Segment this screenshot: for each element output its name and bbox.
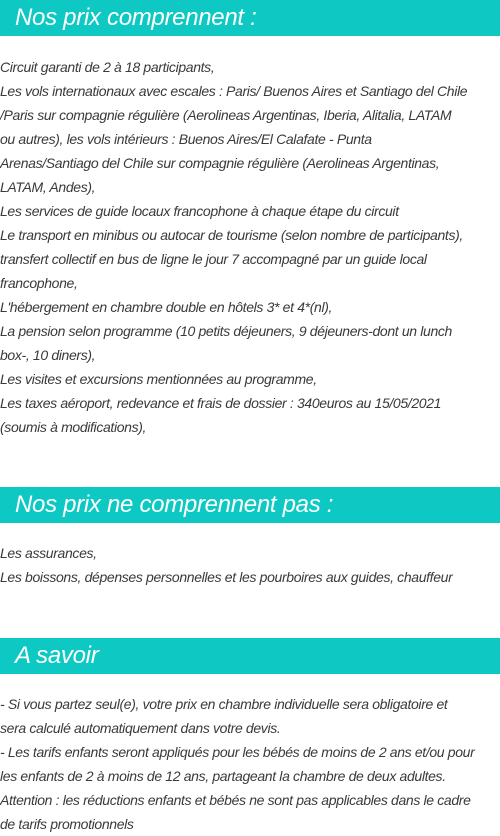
- excluded-list: [0, 541, 500, 589]
- info-title: A savoir: [15, 642, 99, 669]
- included-line: francophone,: [0, 275, 78, 291]
- included-line: (soumis à modifications),: [0, 419, 147, 435]
- included-line: L'hébergement en chambre double en hôtels 3* et 4*(nl),: [0, 299, 333, 315]
- info-line: - Les tarifs enfants seront appliqués pour les bébés de moins de 2 ans et/ou pour: [0, 744, 475, 760]
- info-line: les enfants de 2 à moins de 12 ans, partageant la chambre de deux adultes.: [0, 768, 446, 784]
- included-line: LATAM, Andes),: [0, 179, 96, 195]
- included-line: ou autres), les vols intérieurs : Buenos Aires/El Calafate - Punta: [0, 131, 372, 147]
- included-line: Le transport en minibus ou autocar de tourisme (selon nombre de participants),: [0, 227, 463, 243]
- included-line: La pension selon programme (10 petits déjeuners, 9 déjeuners-dont un lunch: [0, 323, 452, 339]
- info-line: Attention : les réductions enfants et bébés ne sont pas applicables dans le cadre: [0, 792, 471, 808]
- included-line: Circuit garanti de 2 à 18 participants,: [0, 59, 215, 75]
- info-line: sera calculé automatiquement dans votre devis.: [0, 720, 281, 736]
- excluded-section-header: [0, 487, 500, 523]
- included-list: [0, 55, 500, 439]
- included-line: Les visites et excursions mentionnées au programme,: [0, 371, 317, 387]
- included-line: Les vols internationaux avec escales : Paris/ Buenos Aires et Santiago del Chile: [0, 83, 468, 99]
- info-line: de tarifs promotionnels: [0, 816, 134, 832]
- info-section-header: [0, 638, 500, 674]
- included-title: Nos prix comprennent :: [15, 4, 257, 31]
- included-line: Les services de guide locaux francophone à chaque étape du circuit: [0, 203, 399, 219]
- included-line: transfert collectif en bus de ligne le jour 7 accompagné par un guide local: [0, 251, 427, 267]
- info-line: - Si vous partez seul(e), votre prix en chambre individuelle sera obligatoire et: [0, 696, 448, 712]
- excluded-line: Les boissons, dépenses personnelles et les pourboires aux guides, chauffeur: [0, 569, 453, 585]
- excluded-title: Nos prix ne comprennent pas :: [15, 491, 334, 518]
- included-line: /Paris sur compagnie régulière (Aerolineas Argentinas, Iberia, Alitalia, LATAM: [0, 107, 452, 123]
- included-line: Arenas/Santiago del Chile sur compagnie régulière (Aerolineas Argentinas,: [0, 155, 440, 171]
- info-list: [0, 692, 500, 836]
- included-line: box-, 10 diners),: [0, 347, 96, 363]
- included-section-header: [0, 0, 500, 36]
- included-line: Les taxes aéroport, redevance et frais de dossier : 340euros au 15/05/2021: [0, 395, 442, 411]
- excluded-line: Les assurances,: [0, 545, 97, 561]
